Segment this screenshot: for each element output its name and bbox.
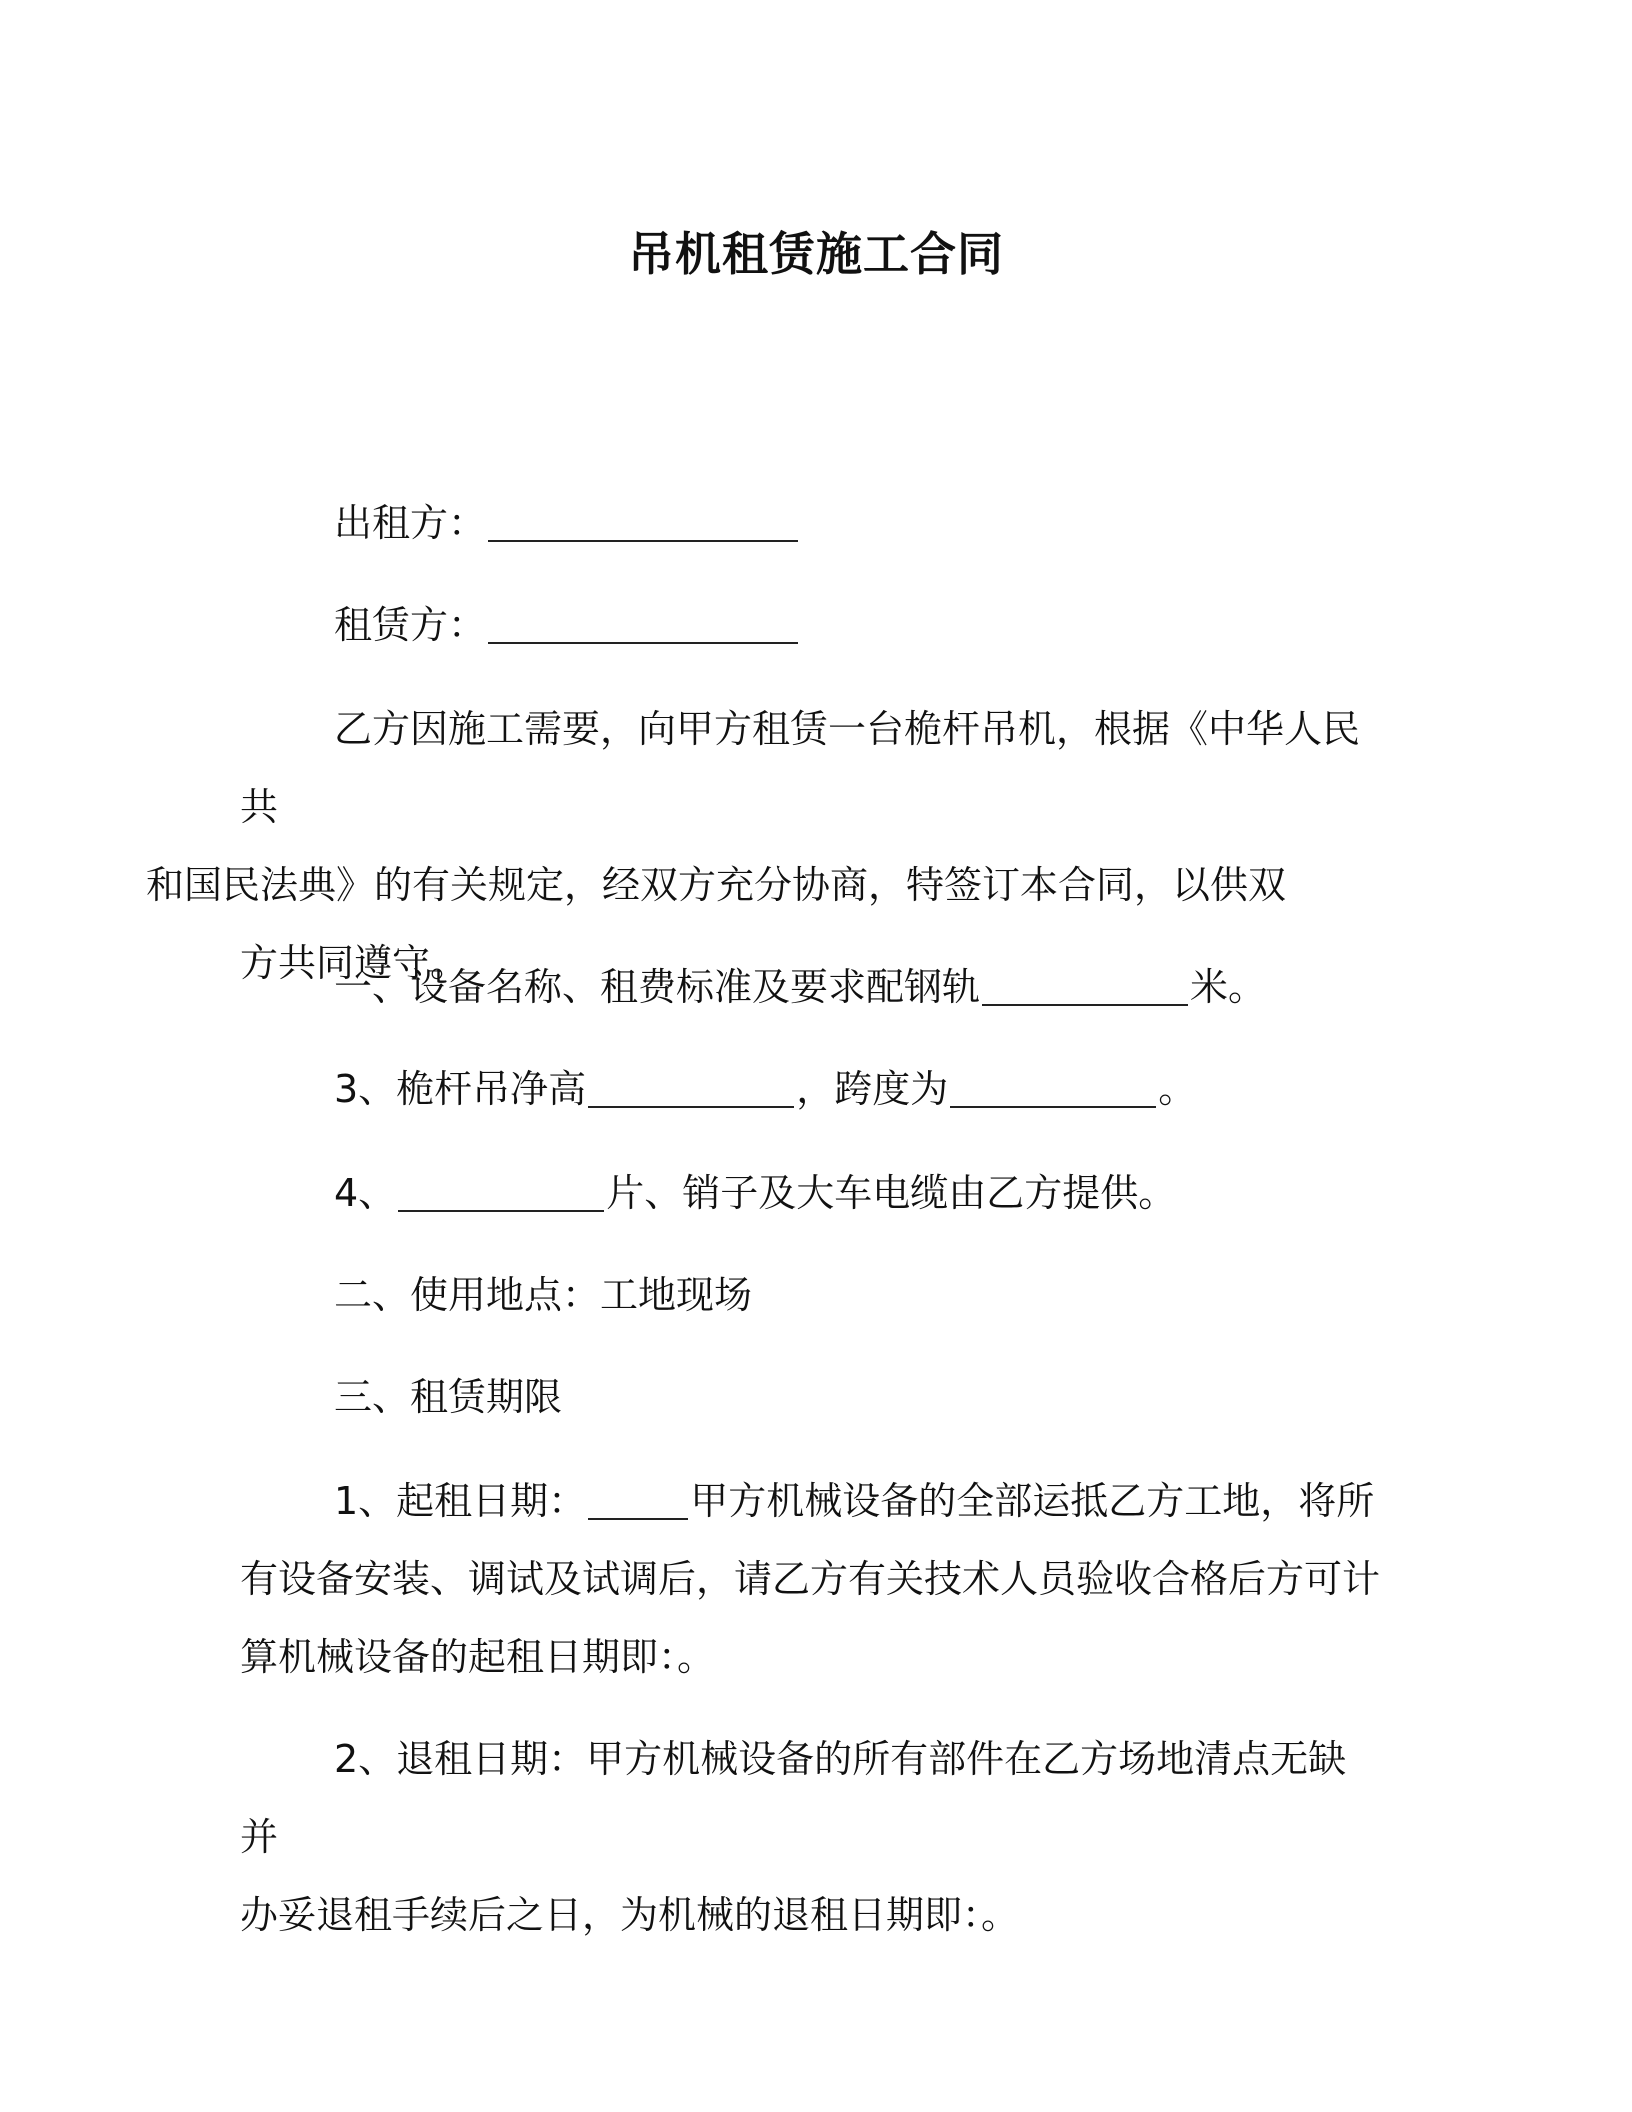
start-date-label: 1、起租日期： [334, 1479, 587, 1523]
lessee-line [240, 586, 1380, 664]
supplies-number: 4、 [334, 1171, 397, 1215]
section-equipment-text: 一、设备名称、租费标准及要求配钢轨 [334, 965, 981, 1009]
height-label: 3、桅杆吊净高 [334, 1067, 587, 1111]
document-title: 吊机租赁施工合同 [628, 227, 1004, 281]
intro-line-3: 方共同遵守。 [240, 941, 469, 985]
start-date-line-3: 算机械设备的起租日期即：。 [240, 1635, 716, 1679]
start-date-blank [588, 1478, 688, 1520]
intro-line-1: 乙方因施工需要，向甲方租赁一台桅杆吊机，根据《中华人民共 [240, 707, 1361, 829]
span-blank [950, 1066, 1156, 1108]
start-date-text: 甲方机械设备的全部运抵乙方工地，将所 [690, 1479, 1375, 1523]
height-span-end: 。 [1158, 1067, 1197, 1111]
supplies-text: 片、销子及大车电缆由乙方提供。 [606, 1171, 1177, 1215]
end-date-line-1: 2、退租日期：甲方机械设备的所有部件在乙方场地清点无缺并 [240, 1737, 1347, 1859]
lessor-line [240, 484, 1380, 562]
start-date-line-2: 有设备安装、调试及试调后，请乙方有关技术人员验收合格后方可计 [240, 1557, 1381, 1601]
end-date-paragraph [240, 1720, 1380, 1954]
rail-length-blank [982, 964, 1188, 1006]
span-label: ，跨度为 [796, 1067, 949, 1111]
section-period: 三、租赁期限 [334, 1375, 563, 1419]
lessor-blank [488, 500, 798, 542]
lessor-label: 出租方： [334, 501, 487, 545]
section-equipment [240, 948, 1380, 1026]
section-equipment-unit: 米。 [1190, 965, 1267, 1009]
section-height-span [240, 1050, 1380, 1128]
end-date-line-2: 办妥退租手续后之日，为机械的退租日期即：。 [240, 1893, 1020, 1937]
supplies-blank [398, 1170, 604, 1212]
start-date-paragraph [240, 1462, 1380, 1696]
lessee-label: 租赁方： [334, 603, 487, 647]
section-supplies [240, 1154, 1380, 1232]
section-location: 二、使用地点：工地现场 [334, 1273, 753, 1317]
lessee-blank [488, 602, 798, 644]
start-date-line-1 [240, 1462, 1380, 1540]
intro-line-2: 和国民法典》的有关规定，经双方充分协商，特签订本合同，以供双 [146, 863, 1287, 907]
height-blank [588, 1066, 794, 1108]
